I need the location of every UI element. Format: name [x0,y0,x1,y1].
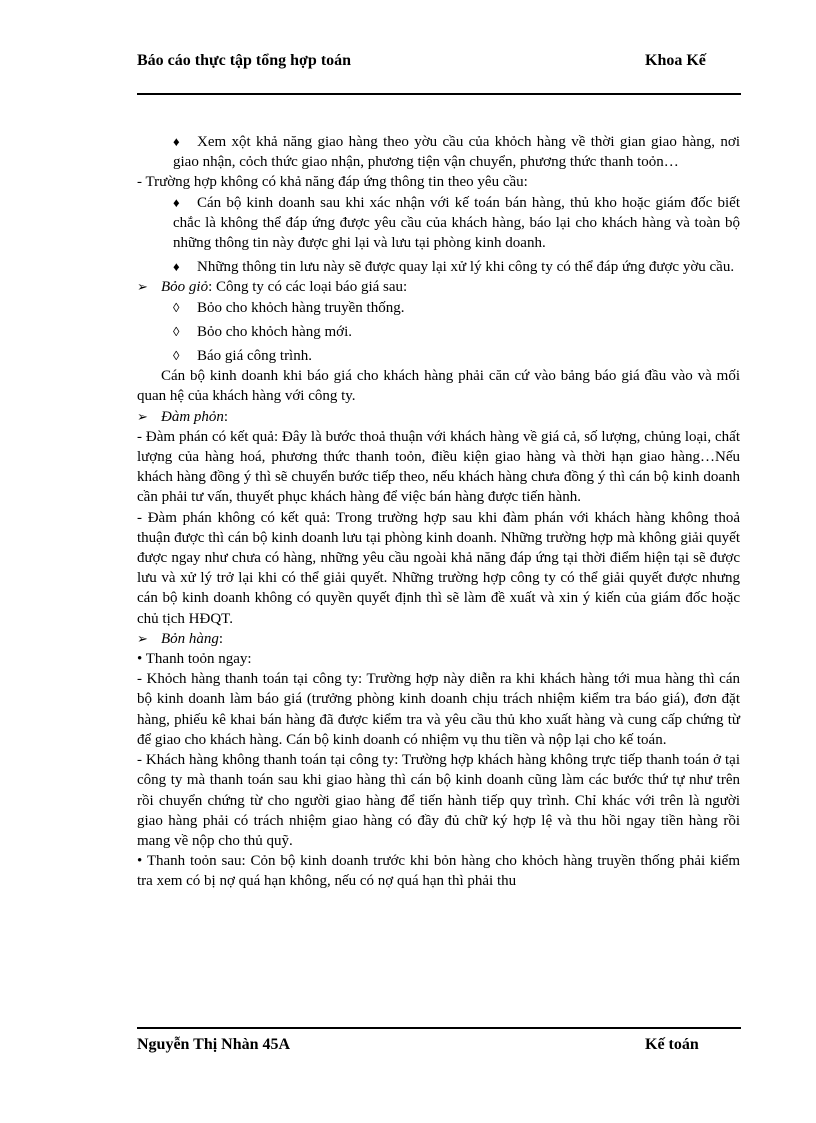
arrow-bullet-icon: ➢ [137,408,148,424]
list-item-text: Bỏo cho khỏch hàng truyền thống. [197,299,405,316]
list-item-text: Báo giá công trình. [197,348,312,365]
paragraph [137,193,740,254]
dot-bullet-icon: • [137,651,143,668]
paragraph: - Đàm phán có kết quả: Đây là bước thoả thuận với khách hàng về giá cả, số lượng, chủng loại, chất lượng của hàng hoá, phương thức thanh toỏn, điều kiện giao hàng và thời hạn giao hàng…Nếu khách hàng đồng ý thì sẽ chuyển bước tiếp theo, nếu khách hàng chưa đồng ý thì cán bộ kinh doanh cần phải tư vấn, thuyết phục khách hàng để việc bán hàng được tiến hành. [137,428,740,506]
section-heading [137,277,740,297]
arrow-bullet-icon: ➢ [137,630,148,646]
paragraph: Cán bộ kinh doanh khi báo giá cho khách hàng phải căn cứ vào bảng báo giá đầu vào và mối quan hệ của khách hàng với công ty. [137,368,740,405]
section-label: Bỏo giỏ [161,279,209,296]
section-label: Đàm phỏn [161,408,224,425]
header-title: Báo cáo thực tập tổng hợp toán [137,52,352,69]
dot-bullet-icon: • [137,853,143,870]
diamond-bullet-icon: ♦ [173,194,180,210]
paragraph: - Khách hàng không thanh toán tại công ty: Trường hợp khách hàng không trực tiếp thanh toán ở tại công ty mà thanh toán sau khi giao hàng thì cán bộ kinh doanh cũng làm các bước thứ tự như trên rồi chuyển chứng từ cho người giao hàng để tiến hành tiếp quy trình. Chỉ khác với trên là người giao hàng phải có trách nhiệm giao hàng có đầy đủ chữ ký hợp lệ và thu hồi ngay tiền hàng rồi mang về nộp cho thủ quỹ. [137,752,740,849]
list-item [137,346,740,366]
page-header [137,50,741,96]
list-item [137,298,740,318]
footer-divider [137,1027,741,1029]
paragraph [137,257,740,277]
paragraph-text: Những thông tin lưu này sẽ được quay lại xử lý khi công ty có thể đáp ứng được yờu cầu. [197,259,735,276]
paragraph: - Trường hợp không có khả năng đáp ứng thông tin theo yêu cầu: [137,174,528,191]
arrow-bullet-icon: ➢ [137,279,148,295]
header-divider [137,93,741,95]
paragraph-text: Cán bộ kinh doanh sau khi xác nhận với kế toán bán hàng, thủ kho hoặc giám đốc biết chắc là không thể đáp ứng được yêu cầu của khách hàng, báo lại cho khách hàng và toàn bộ những thông tin này được ghi lại và lưu tại phòng kinh doanh. [173,194,740,252]
section-heading [137,407,740,427]
section-label-rest: : [223,408,229,425]
hollow-diamond-icon: ◊ [173,299,180,315]
section-label-rest: : [218,630,224,647]
paragraph [137,851,740,891]
section-label-rest: : Công ty có các loại báo giá sau: [208,279,408,296]
header-department: Khoa Kế [645,52,706,69]
footer-department: Kế toán [645,1036,699,1053]
paragraph [137,132,740,172]
paragraph: - Đàm phán không có kết quả: Trong trường hợp sau khi đàm phán với khách hàng không thoả thuận được thì cán bộ kinh doanh lưu tại phòng kinh doanh. Những trường hợp mà không giải quyết được ngay như chưa có hàng, những yêu cầu ngoài khả năng đáp ứng tại thời điểm hiện tại sẽ được lưu và xử lý trở lại khi có thể giải quyết. Những trường hợp công ty có thể giải quyết được nhưng cán bộ kinh doanh không có quyền quyết định thì sẽ làm đề xuất và xin ý kiến của giám đốc hoặc chủ tịch HĐQT. [137,509,740,627]
paragraph: - Khỏch hàng thanh toán tại công ty: Trường hợp này diễn ra khi khách hàng tới mua hàng thì cán bộ kinh doanh làm báo giá (trưởng phòng kinh doanh chịu trách nhiệm kiểm tra báo giá), đơn đặt hàng, phiếu kê khai bán hàng đã được kiểm tra và yêu cầu thủ kho xuất hàng và cung cấp chứng từ để giao cho khách hàng. Cán bộ kinh doanh có nhiệm vụ thu tiền và nộp lại cho kế toán. [137,671,740,748]
diamond-bullet-icon: ♦ [173,134,180,149]
section-label: Bỏn hàng [161,630,219,647]
document-body [137,132,740,892]
list-item [137,322,740,342]
diamond-bullet-icon: ♦ [173,259,180,275]
paragraph-text: Xem xột khả năng giao hàng theo yờu cầu của khỏch hàng về thời gian giao hàng, nơi giao nhận, cỏch thức giao nhận, phương tiện vận chuyển, phương thức thanh toỏn… [173,134,740,171]
hollow-diamond-icon: ◊ [173,323,180,339]
section-heading [137,629,740,649]
paragraph [137,649,740,669]
paragraph-text: Thanh toỏn sau: Cỏn bộ kinh doanh trước khi bỏn hàng cho khỏch hàng truyền thống phải kiểm tra xem có bị nợ quá hạn không, nếu có nợ quá hạn thì phải thu [137,853,741,890]
paragraph-text: Thanh toỏn ngay: [145,651,252,668]
hollow-diamond-icon: ◊ [173,348,180,364]
footer-author: Nguyễn Thị Nhàn 45A [137,1036,291,1053]
list-item-text: Bỏo cho khỏch hàng mới. [197,323,352,340]
